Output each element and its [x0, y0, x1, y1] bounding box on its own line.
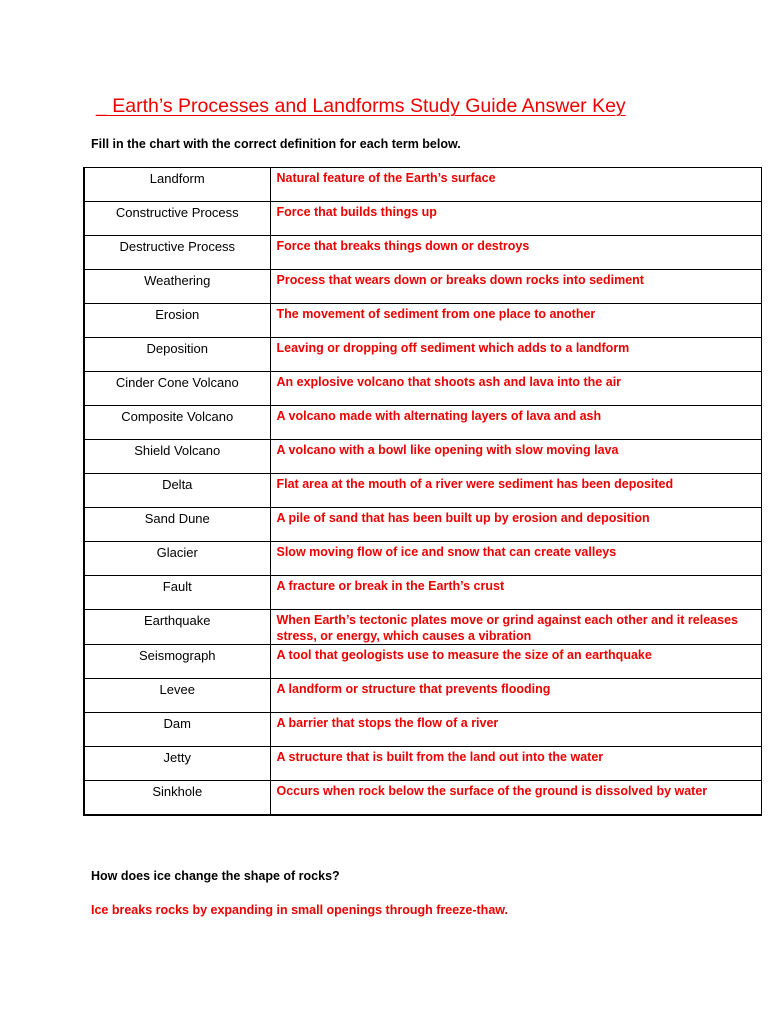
term-cell: Earthquake	[84, 610, 270, 645]
table-row	[84, 406, 762, 440]
definition-cell: Occurs when rock below the surface of the ground is dissolved by water	[270, 781, 762, 815]
definition-cell: A landform or structure that prevents flooding	[270, 679, 762, 713]
definition-cell: A tool that geologists use to measure the size of an earthquake	[270, 645, 762, 679]
definition-cell: A barrier that stops the flow of a river	[270, 713, 762, 747]
table-row	[84, 679, 762, 713]
table-row	[84, 168, 762, 202]
instruction-text: Fill in the chart with the correct definition for each term below.	[91, 137, 461, 151]
definition-cell: A structure that is built from the land out into the water	[270, 747, 762, 781]
term-cell: Erosion	[84, 304, 270, 338]
definition-cell: Flat area at the mouth of a river were sediment has been deposited	[270, 474, 762, 508]
term-cell: Sand Dune	[84, 508, 270, 542]
table-row	[84, 747, 762, 781]
page-title: _ Earth’s Processes and Landforms Study Guide Answer Key	[96, 95, 626, 117]
definition-cell: The movement of sediment from one place to another	[270, 304, 762, 338]
term-cell: Fault	[84, 576, 270, 610]
table-row	[84, 474, 762, 508]
definition-cell: Leaving or dropping off sediment which adds to a landform	[270, 338, 762, 372]
term-cell: Shield Volcano	[84, 440, 270, 474]
question-text: How does ice change the shape of rocks?	[91, 869, 340, 883]
table-row	[84, 576, 762, 610]
term-cell: Jetty	[84, 747, 270, 781]
definition-cell: Force that breaks things down or destroys	[270, 236, 762, 270]
term-cell: Constructive Process	[84, 202, 270, 236]
term-cell: Glacier	[84, 542, 270, 576]
definition-cell: A pile of sand that has been built up by erosion and deposition	[270, 508, 762, 542]
term-cell: Destructive Process	[84, 236, 270, 270]
term-cell: Composite Volcano	[84, 406, 270, 440]
table-row	[84, 270, 762, 304]
term-cell: Weathering	[84, 270, 270, 304]
table-row	[84, 645, 762, 679]
table-row	[84, 610, 762, 645]
definition-cell: A volcano with a bowl like opening with slow moving lava	[270, 440, 762, 474]
table-row	[84, 304, 762, 338]
answer-text: Ice breaks rocks by expanding in small openings through freeze-thaw.	[91, 903, 508, 917]
definition-cell: Natural feature of the Earth’s surface	[270, 168, 762, 202]
definition-cell: A fracture or break in the Earth’s crust	[270, 576, 762, 610]
table-row	[84, 508, 762, 542]
table-row	[84, 236, 762, 270]
chart-body	[84, 168, 762, 815]
table-row	[84, 440, 762, 474]
term-cell: Landform	[84, 168, 270, 202]
term-cell: Dam	[84, 713, 270, 747]
definitions-chart	[83, 167, 762, 816]
table-row	[84, 781, 762, 815]
term-cell: Seismograph	[84, 645, 270, 679]
definition-cell: Force that builds things up	[270, 202, 762, 236]
term-cell: Cinder Cone Volcano	[84, 372, 270, 406]
table-row	[84, 713, 762, 747]
term-cell: Deposition	[84, 338, 270, 372]
definition-cell: Slow moving flow of ice and snow that can create valleys	[270, 542, 762, 576]
term-cell: Sinkhole	[84, 781, 270, 815]
table-row	[84, 542, 762, 576]
definition-cell: An explosive volcano that shoots ash and lava into the air	[270, 372, 762, 406]
definition-cell: A volcano made with alternating layers of lava and ash	[270, 406, 762, 440]
table-row	[84, 338, 762, 372]
table-row	[84, 202, 762, 236]
definition-cell: When Earth’s tectonic plates move or grind against each other and it releases stress, or energy, which causes a vibration	[270, 610, 762, 645]
term-cell: Delta	[84, 474, 270, 508]
term-cell: Levee	[84, 679, 270, 713]
definition-cell: Process that wears down or breaks down rocks into sediment	[270, 270, 762, 304]
table-row	[84, 372, 762, 406]
